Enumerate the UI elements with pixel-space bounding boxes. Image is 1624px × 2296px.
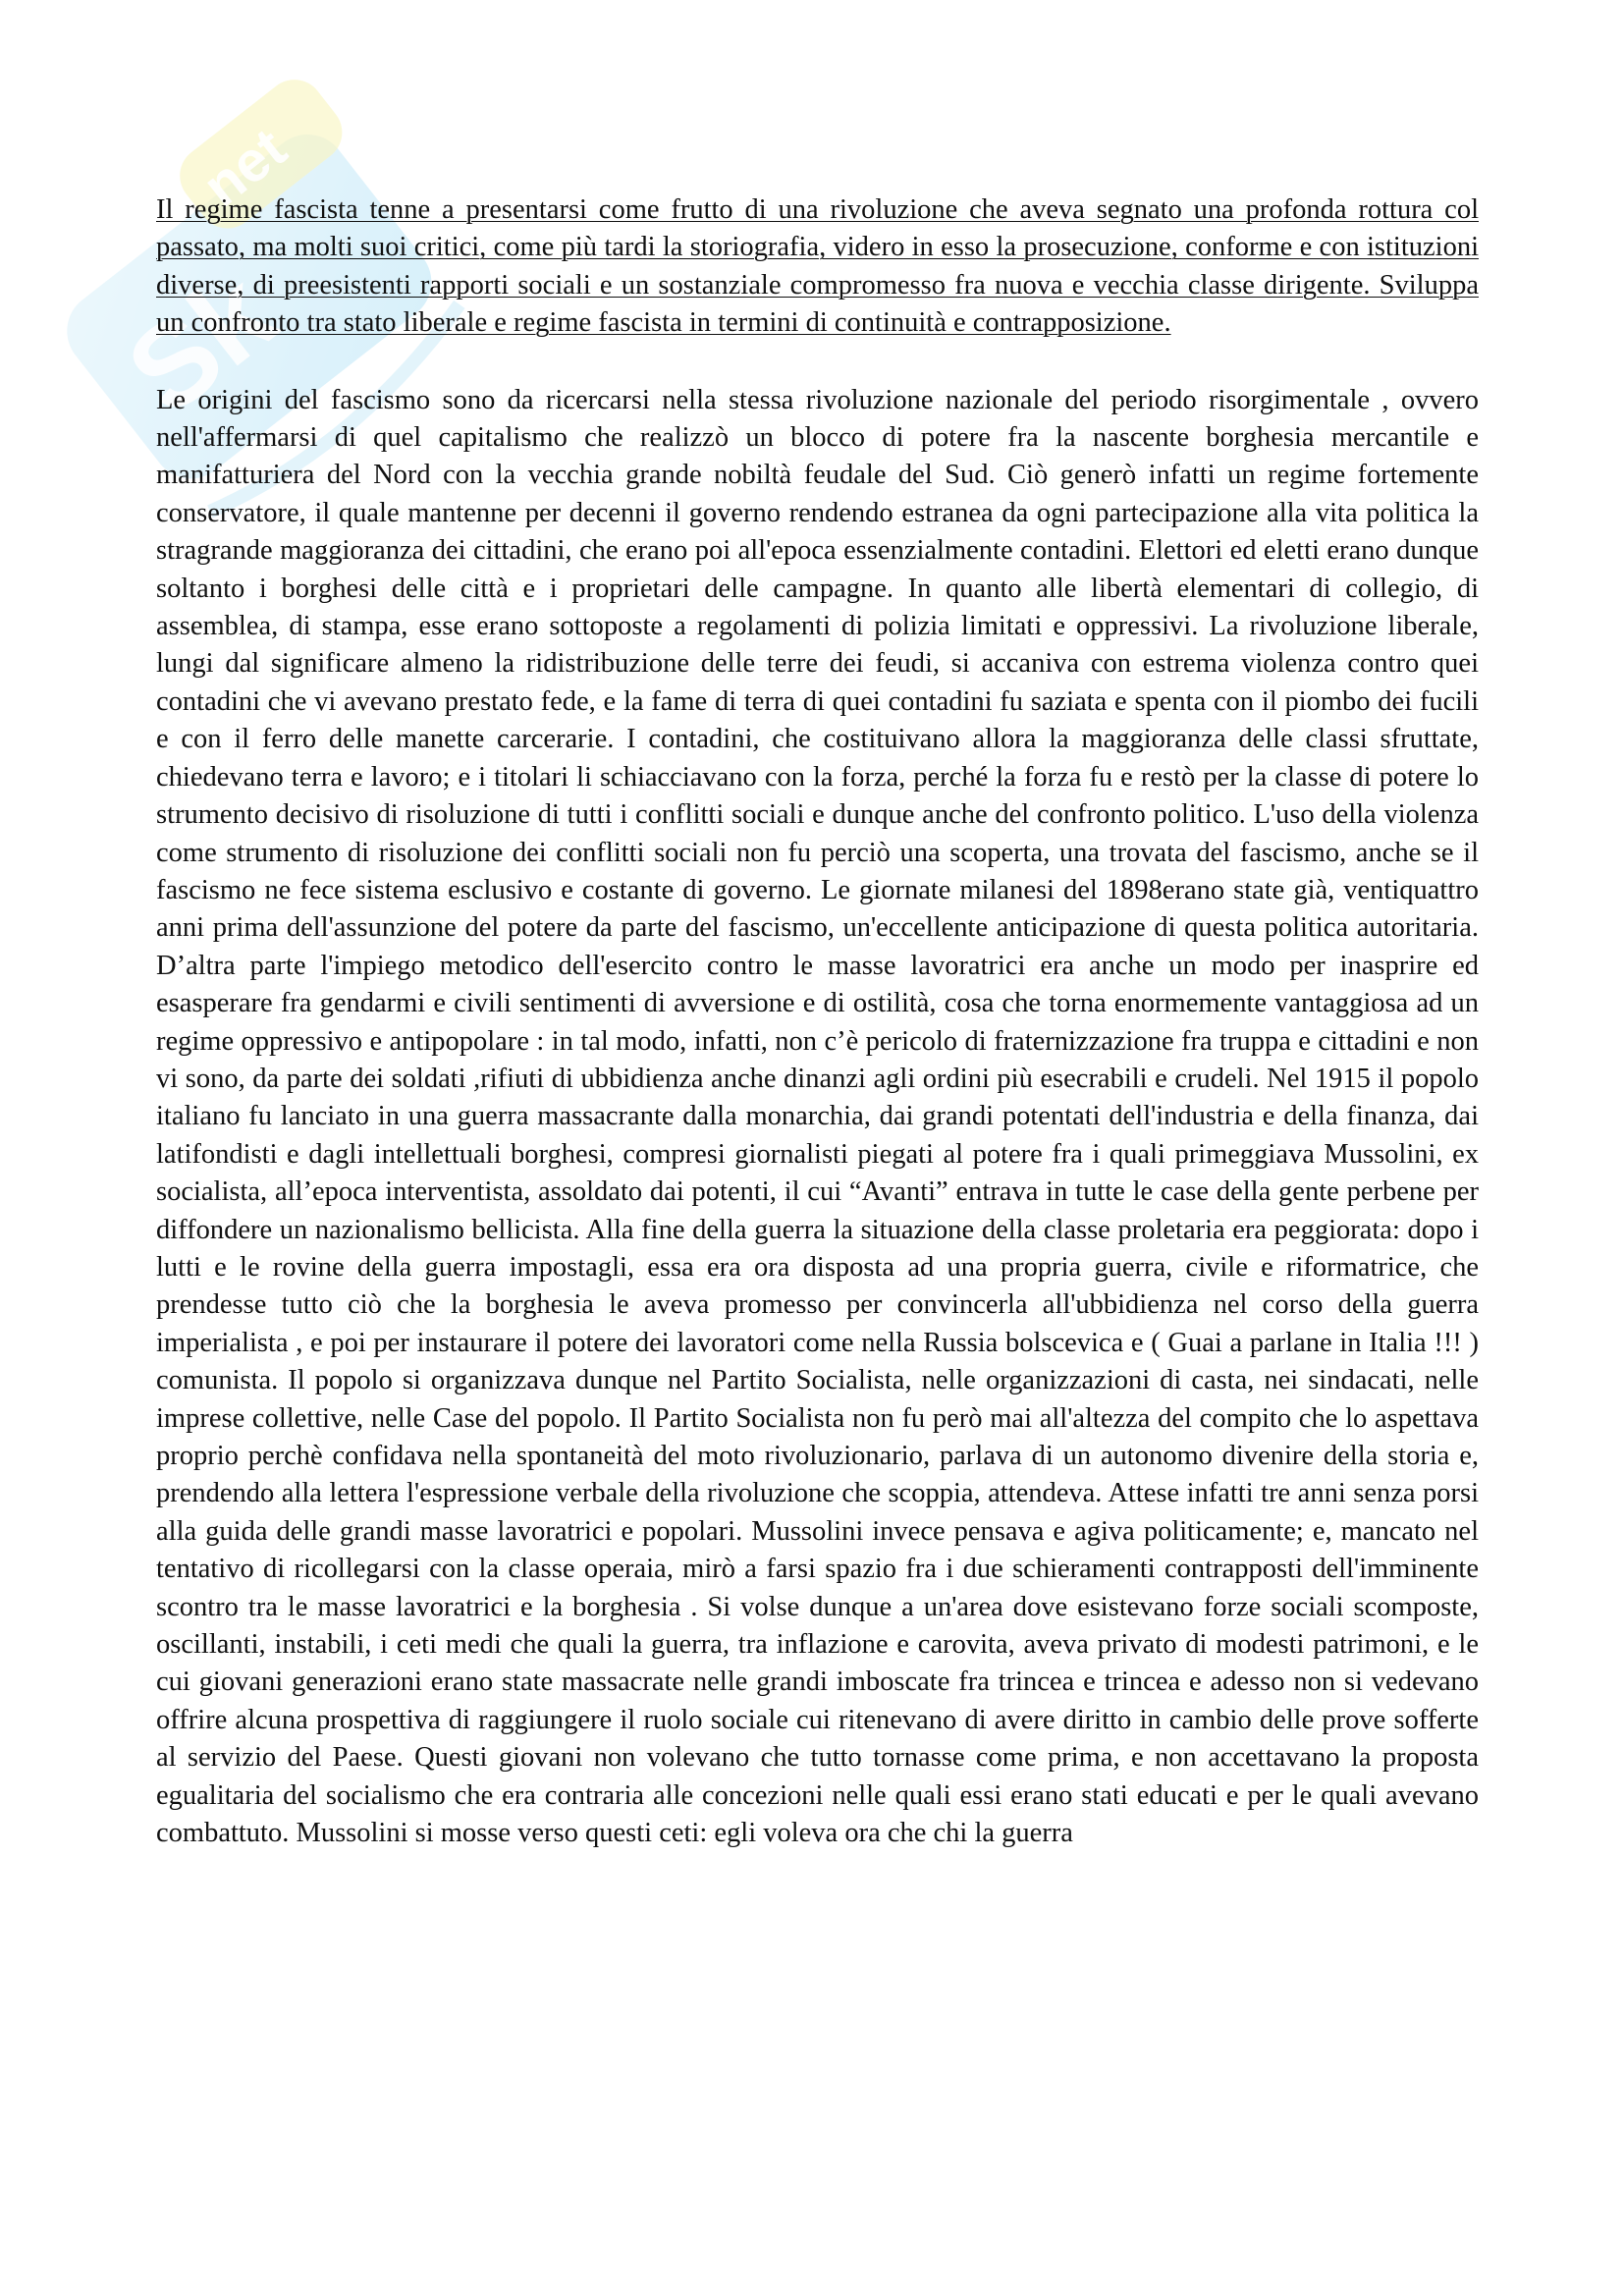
document-body <box>156 191 1479 1852</box>
essay-text: Le origini del fascismo sono da ricercarsi nella stessa rivoluzione nazionale del periodo risorgimentale , ovvero nell'affermarsi di quel capitalismo che realizzò un blocco di potere fra la nascente borghesia mercantile e manifatturiera del Nord con la vecchia grande nobiltà feudale del Sud. Ciò generò infatti un regime fortemente conservatore, il quale mantenne per decenni il governo rendendo estranea da ogni partecipazione alla vita politica la stragrande maggioranza dei cittadini, che erano poi all'epoca essenzialmente contadini. Elettori ed eletti erano dunque soltanto i borghesi delle città e i proprietari delle campagne. In quanto alle libertà elementari di collegio, di assemblea, di stampa, esse erano sottoposte a regolamenti di polizia limitati e oppressivi. La rivoluzione liberale, lungi dal significare almeno la ridistribuzione delle terre dei feudi, si accaniva con estrema violenza contro quei contadini che vi avevano prestato fede, e la fame di terra di quei contadini fu saziata e spenta con il piombo dei fucili e con il ferro delle manette carcerarie. I contadini, che costituivano allora la maggioranza delle classi sfruttate, chiedevano terra e lavoro; e i titolari li schiacciavano con la forza, perché la forza fu e restò per la classe di potere lo strumento decisivo di risoluzione di tutti i conflitti sociali e dunque anche del confronto politico. L'uso della violenza come strumento di risoluzione dei conflitti sociali non fu perciò una scoperta, una trovata del fascismo, anche se il fascismo ne fece sistema esclusivo e costante di governo. Le giornate milanesi del 1898erano state già, ventiquattro anni prima dell'assunzione del potere da parte del fascismo, un'eccellente anticipazione di questa politica autoritaria. D’altra parte l'impiego metodico dell'esercito contro le masse lavoratrici era anche un modo per inasprire ed esasperare fra gendarmi e civili sentimenti di avversione e di ostilità, cosa che torna enormemente vantaggiosa ad un regime oppressivo e antipopolare : in tal modo, infatti, non c’è pericolo di fraternizzazione fra truppa e cittadini e non vi sono, da parte dei soldati ,rifiuti di ubbidienza anche dinanzi agli ordini più esecrabili e crudeli. Nel 1915 il popolo italiano fu lanciato in una guerra massacrante dalla monarchia, dai grandi potentati dell'industria e della finanza, dai latifondisti e dagli intellettuali borghesi, compresi giornalisti piegati al potere fra i quali primeggiava Mussolini, ex socialista, all’epoca interventista, assoldato dai potenti, il cui “Avanti” entrava in tutte le case della gente perbene per diffondere un nazionalismo bellicista. Alla fine della guerra la situazione della classe proletaria era peggiorata: dopo i lutti e le rovine della guerra impostagli, essa era ora disposta ad una propria guerra, civile e riformatrice, che prendesse tutto ciò che la borghesia le aveva promesso per convincerla all'ubbidienza nel corso della guerra imperialista , e poi per instaurare il potere dei lavoratori come nella Russia bolscevica e ( Guai a parlane in Italia !!! ) comunista. Il popolo si organizzava dunque nel Partito Socialista, nelle organizzazioni di casta, nei sindacati, nelle imprese collettive, nelle Case del popolo. Il Partito Socialista non fu però mai all'altezza del compito che lo aspettava proprio perchè confidava nella spontaneità del moto rivoluzionario, parlava di un autonomo divenire della storia e, prendendo alla lettera l'espressione verbale della rivoluzione che scoppia, attendeva. Attese infatti tre anni senza porsi alla guida delle grandi masse lavoratrici e popolari. Mussolini invece pensava e agiva politicamente; e, mancato nel tentativo di ricollegarsi con la classe operaia, mirò a farsi spazio fra i due schieramenti contrapposti dell'imminente scontro tra le masse lavoratrici e la borghesia . Si volse dunque a un'area dove esistevano forze sociali scomposte, oscillanti, instabili, i ceti medi che quali la guerra, tra inflazione e carovita, aveva privato di modesti patrimoni, e le cui giovani generazioni erano state massacrate nelle grandi imboscate fra trincea e trincea e adesso non si vedevano offrire alcuna prospettiva di raggiungere il ruolo sociale cui ritenevano di avere diritto in cambio delle prove sofferte al servizio del Paese. Questi giovani non volevano che tutto tornasse come prima, e non accettavano la proposta egualitaria del socialismo che era contraria alle concezioni nelle quali essi erano stati educati e per le quali avevano combattuto. Mussolini si mosse verso questi ceti: egli voleva ora che chi la guerra <box>156 384 1479 1849</box>
essay-prompt: Il regime fascista tenne a presentarsi come frutto di una rivoluzione che aveva segnato una profonda rottura col passato, ma molti suoi critici, come più tardi la storiografia, videro in esso la prosecuzione, conforme e con istituzioni diverse, di preesistenti rapporti sociali e un sostanziale compromesso fra nuova e vecchia classe dirigente. Sviluppa un confronto tra stato liberale e regime fascista in termini di continuità e contrapposizione. <box>156 194 1479 339</box>
svg-text:Sk: Sk <box>103 246 298 440</box>
svg-text:net: net <box>190 116 298 219</box>
